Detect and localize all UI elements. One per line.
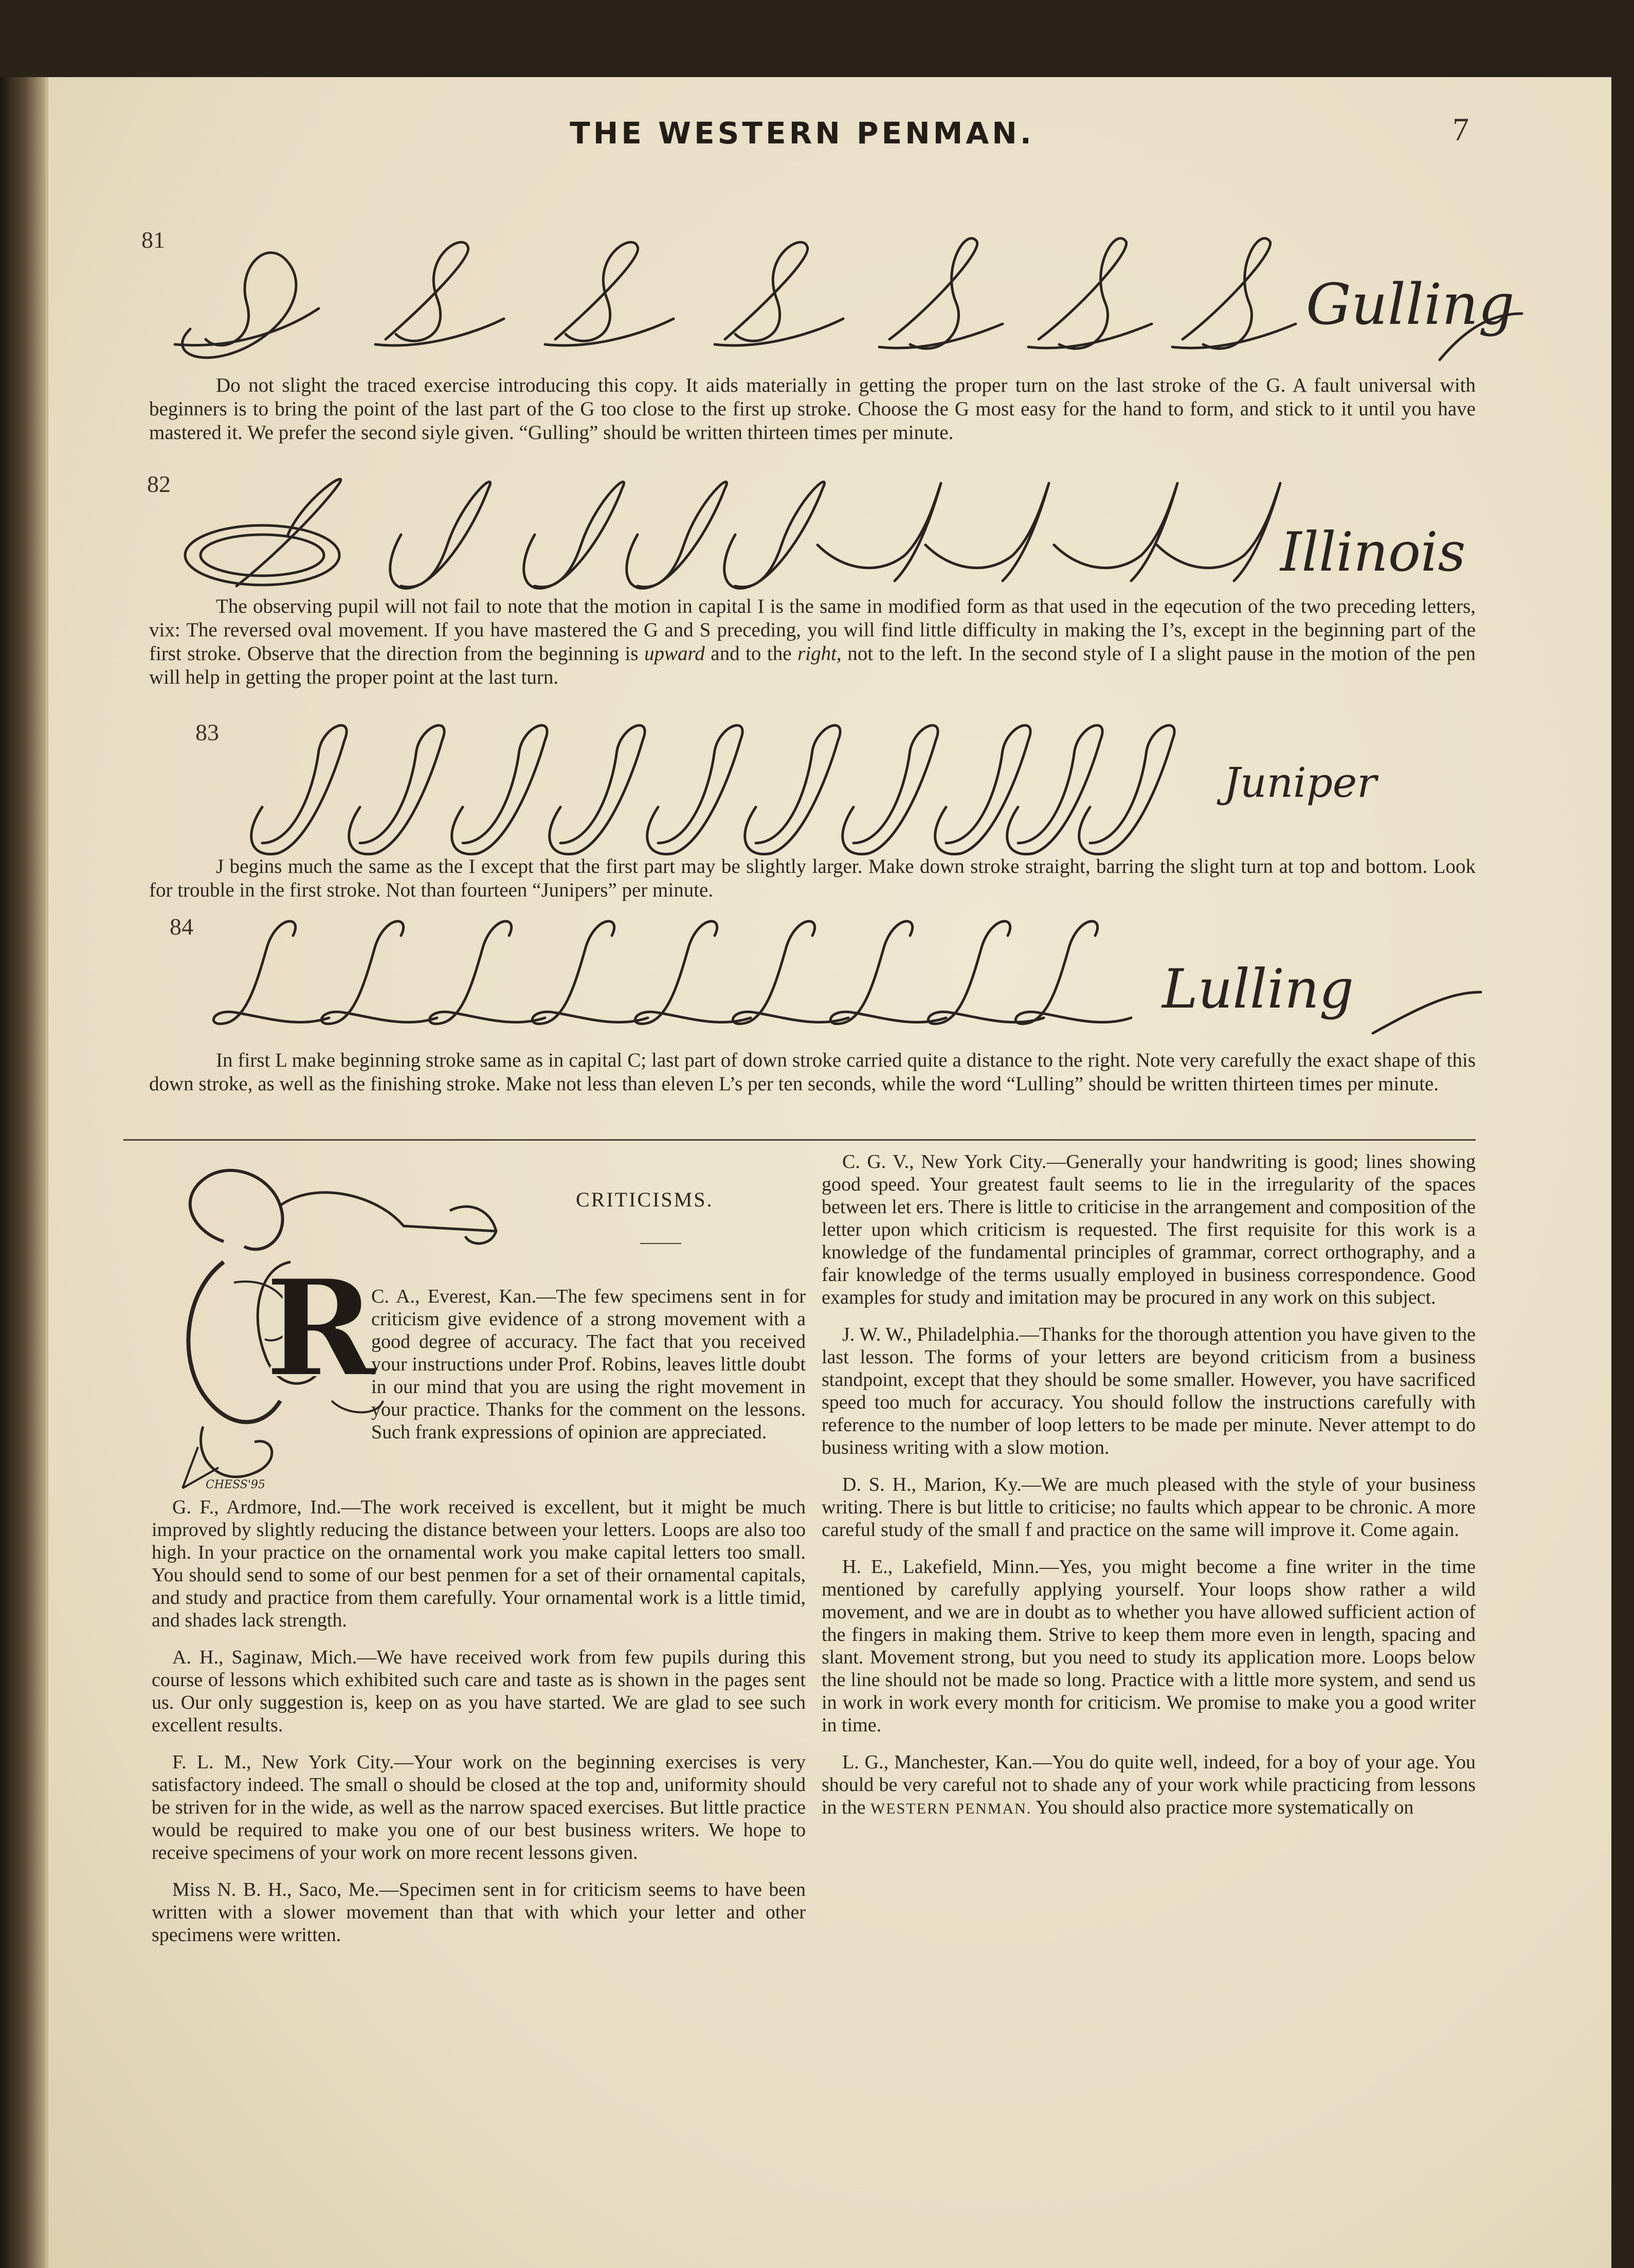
criticism-he-lakefield: H. E., Lakefield, Minn.—Yes, you might become a fine writer in the time mentioned by carefully applying yourself. Your loops show rather a wild movement, and we are in doubt as to whether you have allowed sufficient action of the fingers in making them. Strive to keep them more even in length, spacing and slant. Movement strong, but you need to study its application more. Loops below the line should not be made so long. Practice with a little more system, and send us in work in work every month for criticism. We promise to make you a good writer in time. (822, 1556, 1476, 1736)
criticism-lg-text-after: You should also practice more systematically on (1036, 1797, 1414, 1818)
script-word-juniper: Juniper (1224, 759, 1377, 807)
criticism-gf-ardmore: G. F., Ardmore, Ind.—The work received is excellent, but it might be much improved by slightly reducing the distance between your letters. Loops are also too high. In your practice on the ornamental work you make capital letters too small. You should send to some of our best penmen for a set of their ornamental capitals, and study and practice from them carefully. Your ornamental work is a little timid, and shades lack strength. (152, 1496, 806, 1631)
criticisms-heading: CRITICISMS. (576, 1188, 714, 1211)
page-number: 7 (1453, 111, 1469, 148)
initial-letter-r: R (265, 1250, 376, 1407)
criticism-entry-first-part (371, 1285, 806, 1443)
exercise-82-text (149, 595, 1476, 689)
script-copy-j (103, 709, 1594, 874)
exercise-81-text: Do not slight the traced exercise introducing this copy. It aids materially in getting the proper turn on the last stroke of the G. A fault universal with beginners is to bring the point of the last part of the G too close to the first up stroke. Choose the G most easy for the hand to form, and stick to it until you have mastered it. We prefer the second siyle given. “Gulling” should be written thirteen times per minute. (149, 374, 1476, 444)
section-divider (123, 1139, 1476, 1141)
emphasis-upward: upward (644, 643, 705, 665)
criticism-nbh-saco: Miss N. B. H., Saco, Me.—Specimen sent in for criticism seems to have been written with a slower movement than that with which your letter and other specimens were written. (152, 1879, 806, 1946)
masthead: THE WESTERN PENMAN. (570, 116, 1034, 151)
book-spine (0, 77, 45, 2268)
script-word-gulling: Gulling (1306, 271, 1515, 337)
criticisms-left-column (152, 1496, 806, 1961)
exercise-number: 84 (170, 913, 193, 940)
heading-rule (640, 1243, 681, 1244)
criticism-ah-saginaw: A. H., Saginaw, Mich.—We have received work from few pupils during this course of lessons which exhibited such care and taste as is shown in the pages sent us. Our only suggestion is, keep on as you have started. We are glad to see such excellent results. (152, 1647, 806, 1736)
criticisms-right-column (822, 1150, 1476, 1835)
script-copy-g (103, 226, 1594, 391)
exercise-number: 82 (147, 471, 171, 497)
criticism-dsh-marion: D. S. H., Marion, Ky.—We are much pleased with the style of your business writing. There is but little to criticise; no faults which appear to be chronic. A more careful study of the small f and practice on the same will improve it. Come again. (822, 1474, 1476, 1541)
publication-name: WESTERN PENMAN. (870, 1800, 1032, 1817)
ornament-signature: CHESS'95 (206, 1478, 265, 1491)
script-word-illinois: Illinois (1280, 521, 1466, 583)
criticism-cgv-new-york: C. G. V., New York City.—Generally your handwriting is good; lines showing good speed. Your greatest fault seems to lie in the irregularity of the spaces between let ers. There is little to criticise in the arrangement and composition of the letter upon which criticism is requested. The first requisite for this work is a knowledge of the fundamental principles of grammar, correct orthography, and a fair knowledge of the terms usually employed in business correspondence. Good examples for study and imitation may be procured in any work on this subject. (822, 1151, 1476, 1308)
exercise-number: 83 (195, 719, 219, 745)
criticism-flm-new-york: F. L. M., New York City.—Your work on the beginning exercises is very satisfactory indeed. The small o should be closed at the top and, uniformity should be striven for in the wide, as well as the narrow spaced exercises. But little practice would be required to make you one of our best business writers. We hope to receive specimens of your work on more recent lessons given. (152, 1751, 806, 1863)
exercise-84-text: In first L make beginning stroke same as in capital C; last part of down stroke carried quite a distance to the right. Note very carefully the exact shape of this down stroke, as well as the finishing stroke. Make not less than eleven L’s per ten seconds, while the word “Lulling” should be written thirteen times per minute. (149, 1049, 1476, 1095)
exercise-number: 81 (141, 227, 165, 253)
criticism-ca-everest: C. A., Everest, Kan.—The few specimens sent in for criticism give evidence of a strong movement with a good degree of accuracy. The fact that you received your instructions under Prof. Robins, leaves little doubt in our mind that you are using the right movement in your practice. Thanks for the comment on the lessons. Such frank expressions of opinion are appreciated. (371, 1286, 806, 1443)
exercise-82-text-part1: The observing pupil will not fail to note that the motion in capital I is the same in modified form as that used in the eqecution of the two preceding letters, vix: The reversed oval movement. If you have mastered the G and S preceding, you will find little difficulty in making the I’s, except in the beginning part of the first stroke. Observe that the direction from the beginning is (149, 595, 1476, 665)
criticism-lg-manchester (822, 1751, 1476, 1820)
script-word-lulling: Lulling (1162, 958, 1354, 1020)
exercise-83-text: J begins much the same as the I except that the first part may be slightly larger. Make down stroke straight, barring the slight turn at top and bottom. Look for trouble in the first stroke. Not than fourteen “Junipers” per minute. (149, 855, 1476, 901)
script-copy-l (103, 905, 1594, 1069)
criticism-lg-text-before: L. G., Manchester, Kan.—You do quite well, indeed, for a boy of your age. You should be very careful not to shade any of your work while practicing from lessons in the (822, 1751, 1476, 1818)
criticism-jww-philadelphia: J. W. W., Philadelphia.—Thanks for the thorough attention you have given to the last lesson. The forms of your letters are beyond criticism from a business standpoint, except that they should be some smaller. However, you have sacrificed speed too much for accuracy. You should follow the instructions carefully with reference to the number of loop letters to be made per minute. Never attempt to do business writing with a slow motion. (822, 1324, 1476, 1458)
emphasis-right: right, (797, 643, 842, 665)
exercise-82-text-part2: and to the (711, 643, 792, 665)
exercise-82-text-part3: not to the left. In the second style of I a slight pause in the motion of the pen will help in getting the proper point at the last turn. (149, 643, 1476, 688)
